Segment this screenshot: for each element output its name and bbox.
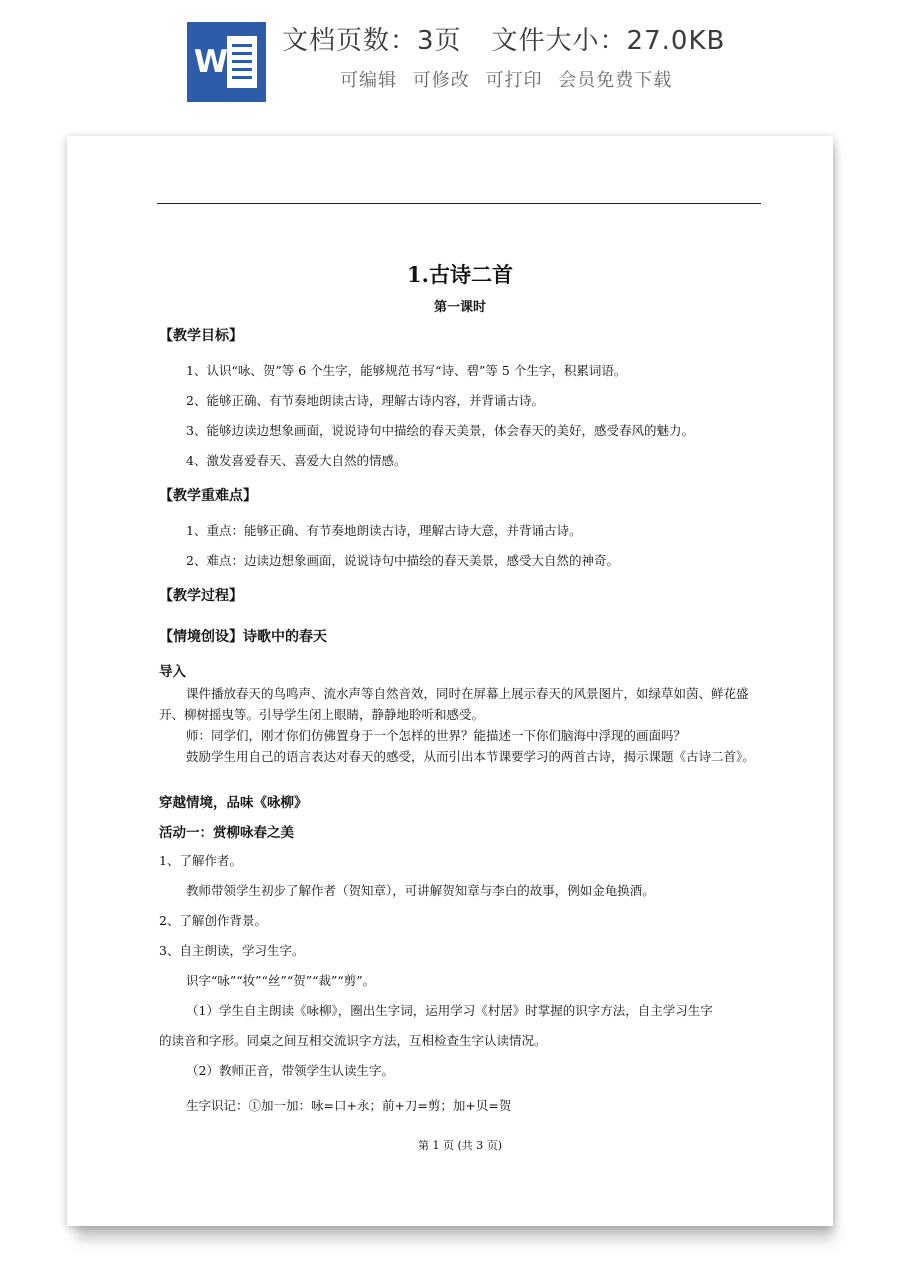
goals-heading: 【教学目标】: [159, 328, 243, 344]
feature-printable: 可打印: [485, 70, 543, 91]
goal-item: 4、激发喜爱春天、喜爱大自然的情感。: [186, 453, 407, 468]
lesson-subtitle: 第一课时: [433, 300, 486, 315]
page-count: 文档页数：3页: [282, 26, 462, 56]
sub-step-continued: 的读音和字形。同桌之间互相交流识字方法，互相检查生字认读情况。: [159, 1033, 547, 1048]
document-title: 1.古诗二首: [407, 262, 513, 287]
word-document-icon: [187, 22, 266, 102]
sub-step: （1）学生自主朗读《咏柳》，圈出生字词，运用学习《村居》时掌握的识字方法，自主学习生字: [186, 1003, 713, 1018]
goal-item: 2、能够正确、有节奏地朗读古诗，理解古诗内容，并背诵古诗。: [186, 393, 544, 408]
goal-item: 1、认识“咏、贺”等 6 个生字，能够规范书写“诗、碧”等 5 个生字，积累词语。: [186, 363, 627, 378]
feature-modifiable: 可修改: [412, 70, 470, 91]
step-item: 3、自主朗读，学习生字。: [159, 943, 305, 958]
download-banner: [0, 0, 900, 120]
intro-paragraph: 鼓励学生用自己的语言表达对春天的感受，从而引出本节课要学习的两首古诗，揭示课题《古诗二首》。: [186, 749, 755, 764]
goal-item: 3、能够边读边想象画面，说说诗句中描绘的春天美景，体会春天的美好，感受春风的魅力。: [186, 423, 694, 438]
memory-line: 生字识记：①加一加：咏=口+永；前+刀=剪；加+贝=贺: [186, 1098, 512, 1113]
scene-heading: 【情境创设】诗歌中的春天: [159, 629, 327, 645]
key-point-item: 1、重点：能够正确、有节奏地朗读古诗，理解古诗大意，并背诵古诗。: [186, 523, 582, 538]
page-footer: 第 1 页 (共 3 页): [417, 1139, 503, 1152]
sub-step: （2）教师正音，带领学生认读生字。: [186, 1063, 394, 1078]
file-info: [282, 20, 725, 57]
intro-paragraph: 课件播放春天的鸟鸣声、流水声等自然音效，同时在屏幕上展示春天的风景图片，如绿草如茵、鲜花盛开、柳树摇曳等。引导学生闭上眼睛，静静地聆听和感受。: [159, 686, 749, 722]
activity-heading: 活动一：赏柳咏春之美: [159, 825, 294, 841]
document-page: [67, 136, 833, 1226]
step-item: 1、了解作者。: [159, 853, 242, 868]
intro-heading: 导入: [159, 664, 186, 680]
file-size: 文件大小：27.0KB: [491, 26, 726, 56]
chars-line: 识字“咏”“妆”“丝”“贺”“裁”“剪”。: [186, 973, 376, 988]
key-point-item: 2、难点：边读边想象画面，说说诗句中描绘的春天美景，感受大自然的神奇。: [186, 553, 619, 568]
header-divider: [157, 203, 761, 204]
feature-list: [340, 66, 681, 92]
feature-editable: 可编辑: [340, 70, 397, 91]
word-logo-letter: W: [193, 44, 229, 80]
cross-heading: 穿越情境，品味《咏柳》: [159, 795, 308, 811]
feature-member-download: 会员免费下载: [558, 70, 673, 91]
key-points-heading: 【教学重难点】: [159, 488, 257, 504]
process-heading: 【教学过程】: [159, 588, 243, 604]
step-detail: 教师带领学生初步了解作者（贺知章），可讲解贺知章与李白的故事，例如金龟换酒。: [186, 883, 655, 898]
intro-paragraph: 师：同学们，刚才你们仿佛置身于一个怎样的世界？能描述一下你们脑海中浮现的画面吗？: [186, 728, 687, 743]
step-item: 2、了解创作背景。: [159, 913, 267, 928]
